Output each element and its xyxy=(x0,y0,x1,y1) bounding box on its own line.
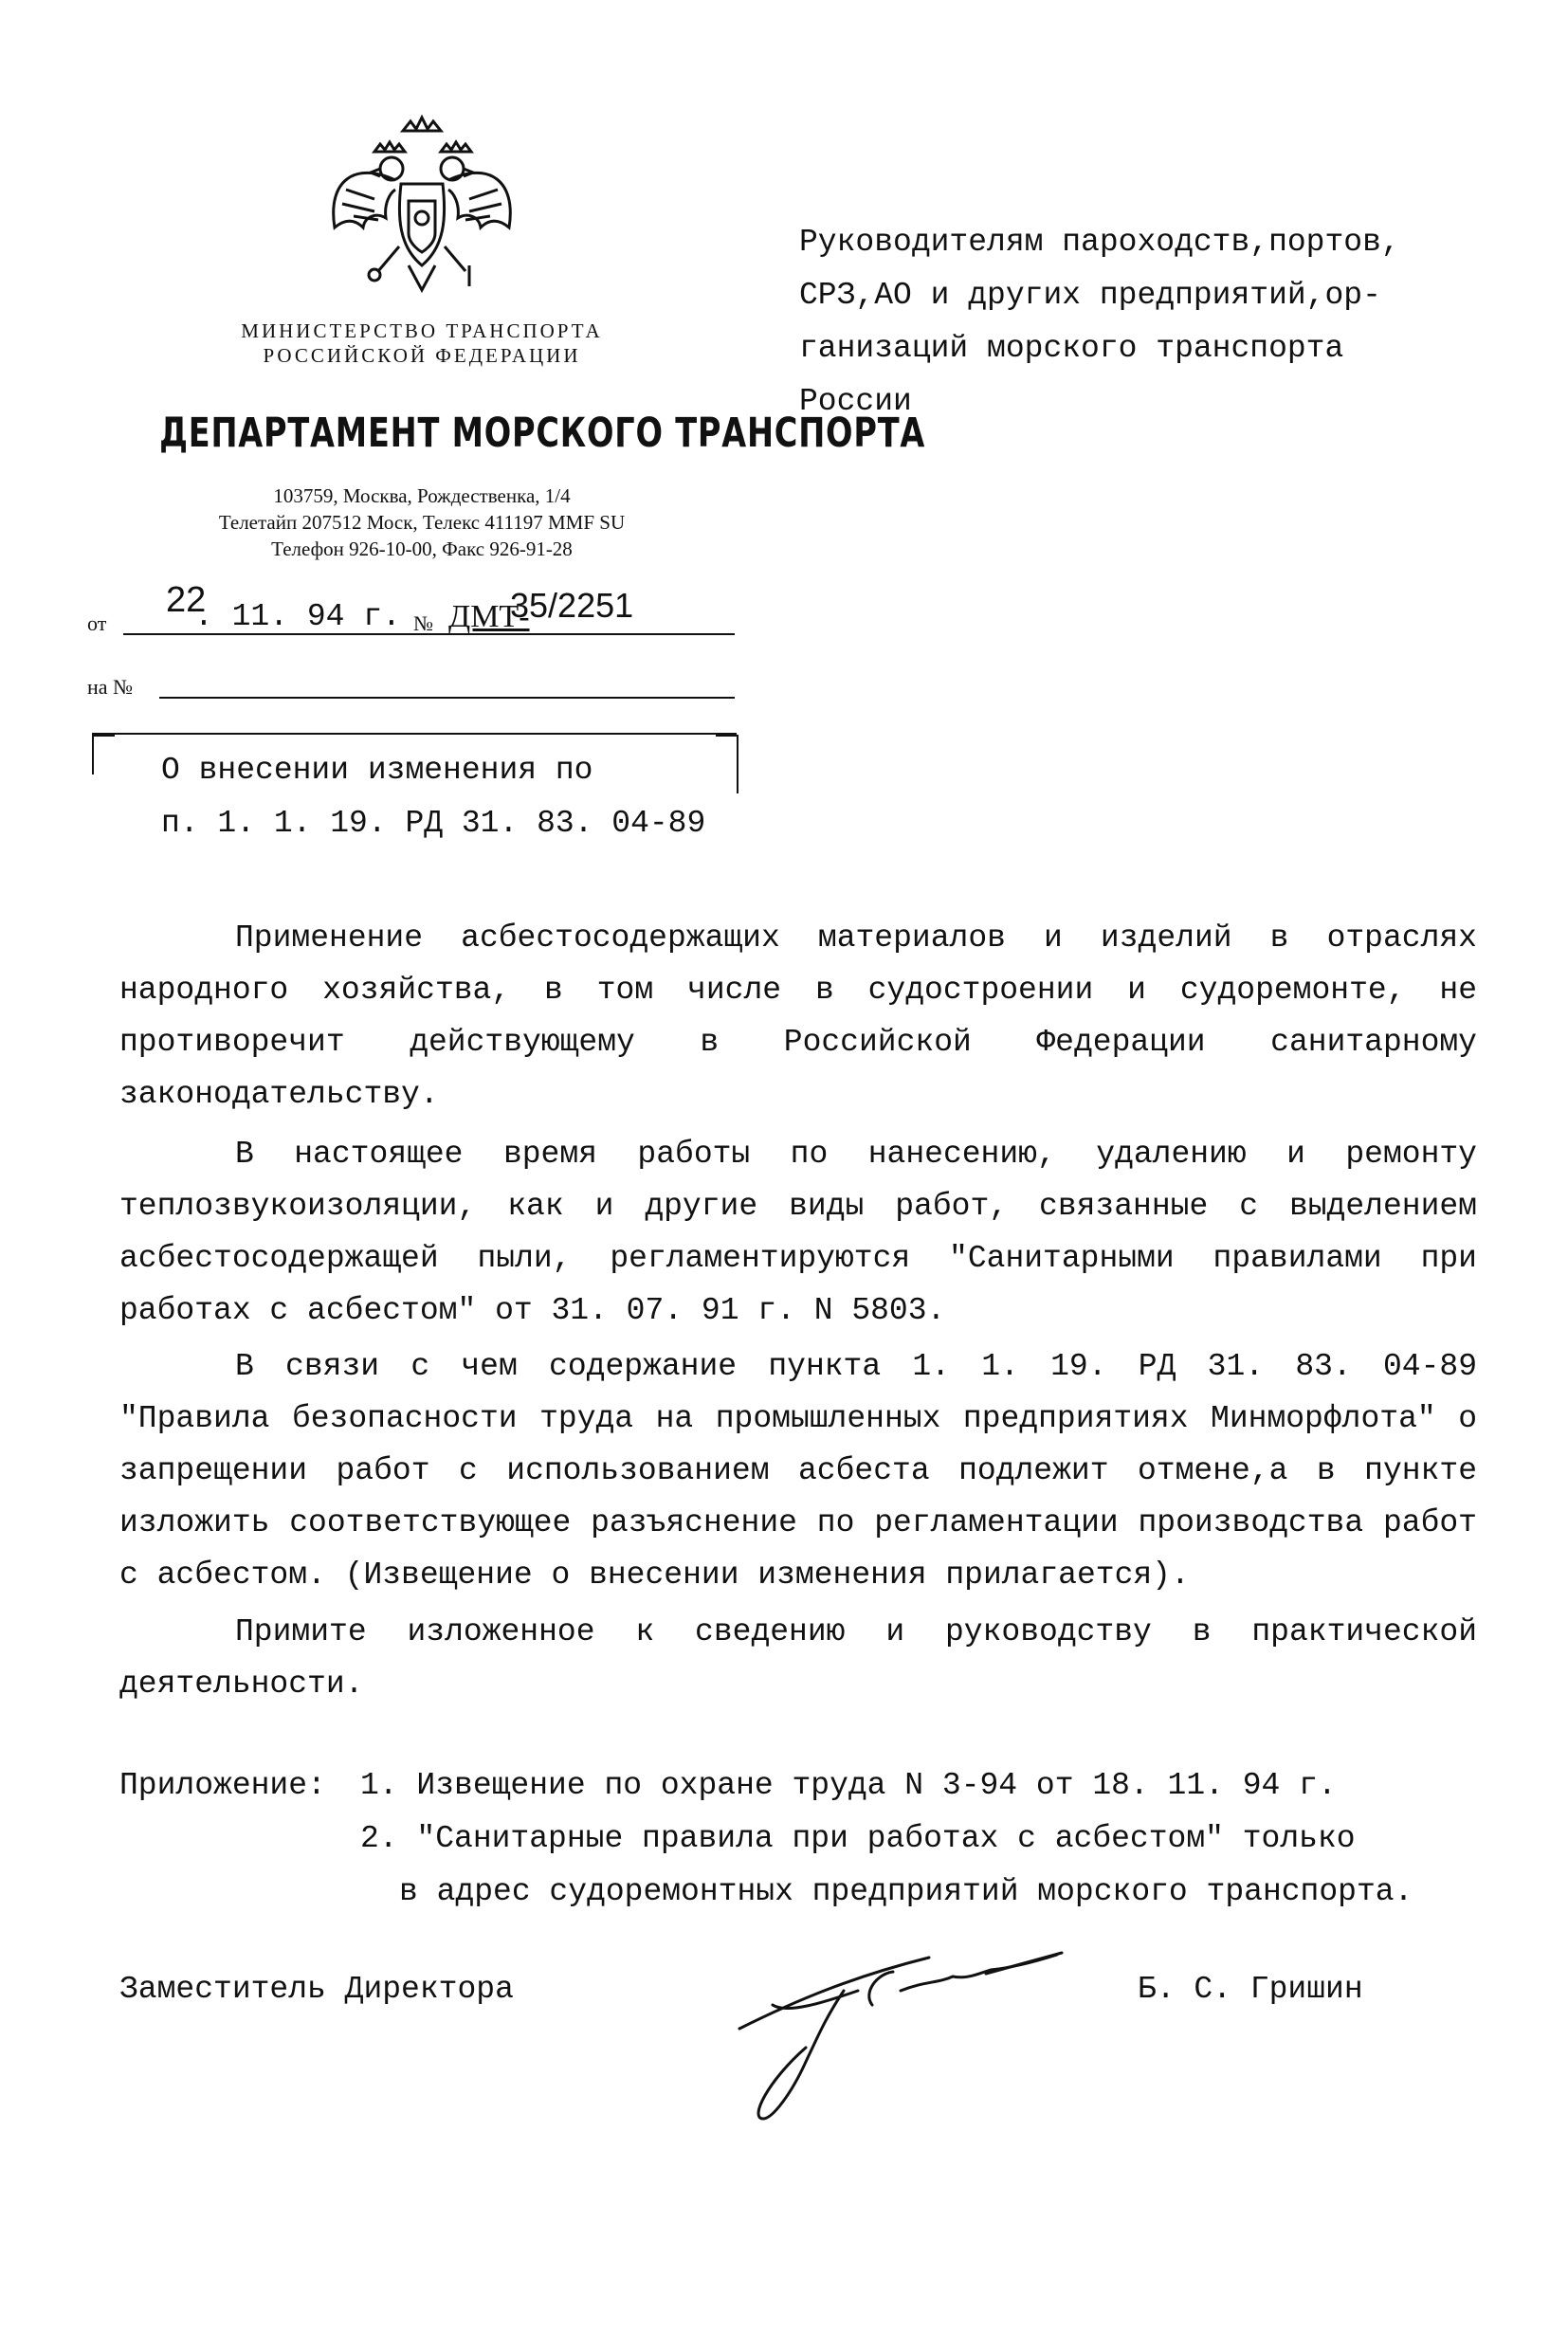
phone-line: Телефон 926-10-00, Факс 926-91-28 xyxy=(271,537,573,560)
reference-day: 22 xyxy=(166,580,207,620)
paragraph-text: Применение асбестосодержащих материалов и изделий в отраслях народного хозяйства, в том числе в судостроении и судоремонте, не противоречит действующему в Российской Федерации санитарному законодательству. xyxy=(119,920,1477,1112)
handwritten-signature-icon xyxy=(730,1924,1090,2133)
subject-top-line xyxy=(92,733,737,735)
attachments-label: Приложение: xyxy=(119,1768,326,1803)
recipient-line: СРЗ,АО и других предприятий,ор- xyxy=(799,278,1381,313)
recipient-line: России xyxy=(799,384,912,419)
reply-underline xyxy=(159,697,735,699)
reference-date: . 11. 94 г. xyxy=(194,599,401,634)
ministry-name-line1: МИНИСТЕРСТВО ТРАНСПОРТА xyxy=(241,319,603,342)
subject-line: п. 1. 1. 19. РД 31. 83. 04-89 xyxy=(161,806,706,841)
paragraph-text: В связи с чем содержание пункта 1. 1. 19. РД 31. 83. 04-89 "Правила безопасности труда на промышленных предприятиях Минморфлота" о запрещении работ с использованием асбеста подлежит отмене,а в пункте изложить соответствующее разъяснение по регламентации производства работ с асбестом. (Извещение о внесении изменения прилагается). xyxy=(119,1349,1477,1593)
subject-bracket-left xyxy=(92,735,115,774)
body-paragraph-3 xyxy=(119,1340,1477,1601)
body-paragraph-4 xyxy=(119,1606,1477,1710)
recipient-block xyxy=(799,216,1463,428)
attachment-item-2-line2: в адрес судоремонтных предприятий морского транспорта. xyxy=(399,1874,1413,1909)
subject-line: О внесении изменения по xyxy=(161,753,593,788)
signatory-position: Заместитель Директора xyxy=(119,1972,514,2007)
subject-block xyxy=(161,744,705,850)
body-paragraph-2 xyxy=(119,1128,1477,1337)
ministry-name-line2: РОССИЙСКОЙ ФЕДЕРАЦИИ xyxy=(263,344,581,367)
reply-label: на № xyxy=(87,675,134,699)
attachment-item-2-line1: 2. "Санитарные правила при работах с асбестом" только xyxy=(360,1821,1356,1856)
department-name: ДЕПАРТАМЕНТ МОРСКОГО ТРАНСПОРТА xyxy=(159,410,926,457)
from-label: от xyxy=(87,611,107,635)
state-emblem-icon xyxy=(318,114,526,299)
attachment-item-1: 1. Извещение по охране труда N 3-94 от 18. 11. 94 г. xyxy=(360,1768,1337,1803)
recipient-line: ганизаций морского транспорта xyxy=(799,331,1344,366)
signatory-name: Б. С. Гришин xyxy=(1138,1972,1363,2007)
teletype-line: Телетайп 207512 Моск, Телекс 411197 MMF SU xyxy=(218,511,626,534)
reference-number-prefix: ДМТ- xyxy=(448,599,530,634)
body-paragraph-1 xyxy=(119,912,1477,1120)
reference-number: 35/2251 xyxy=(510,586,634,625)
address-line: 103759, Москва, Рождественка, 1/4 xyxy=(273,484,571,507)
paragraph-text: В настоящее время работы по нанесению, удалению и ремонту теплозвукоизоляции, как и другие виды работ, связанные с выделением асбестосодержащей пыли, регламентируются "Санитарными правилами при работах с асбестом" от 31. 07. 91 г. N 5803. xyxy=(119,1137,1477,1328)
number-sign: № xyxy=(413,611,433,635)
paragraph-text: Примите изложенное к сведению и руководству в практической деятельности. xyxy=(119,1614,1477,1702)
recipient-line: Руководителям пароходств,портов, xyxy=(799,225,1400,260)
subject-bracket-right xyxy=(716,735,738,793)
